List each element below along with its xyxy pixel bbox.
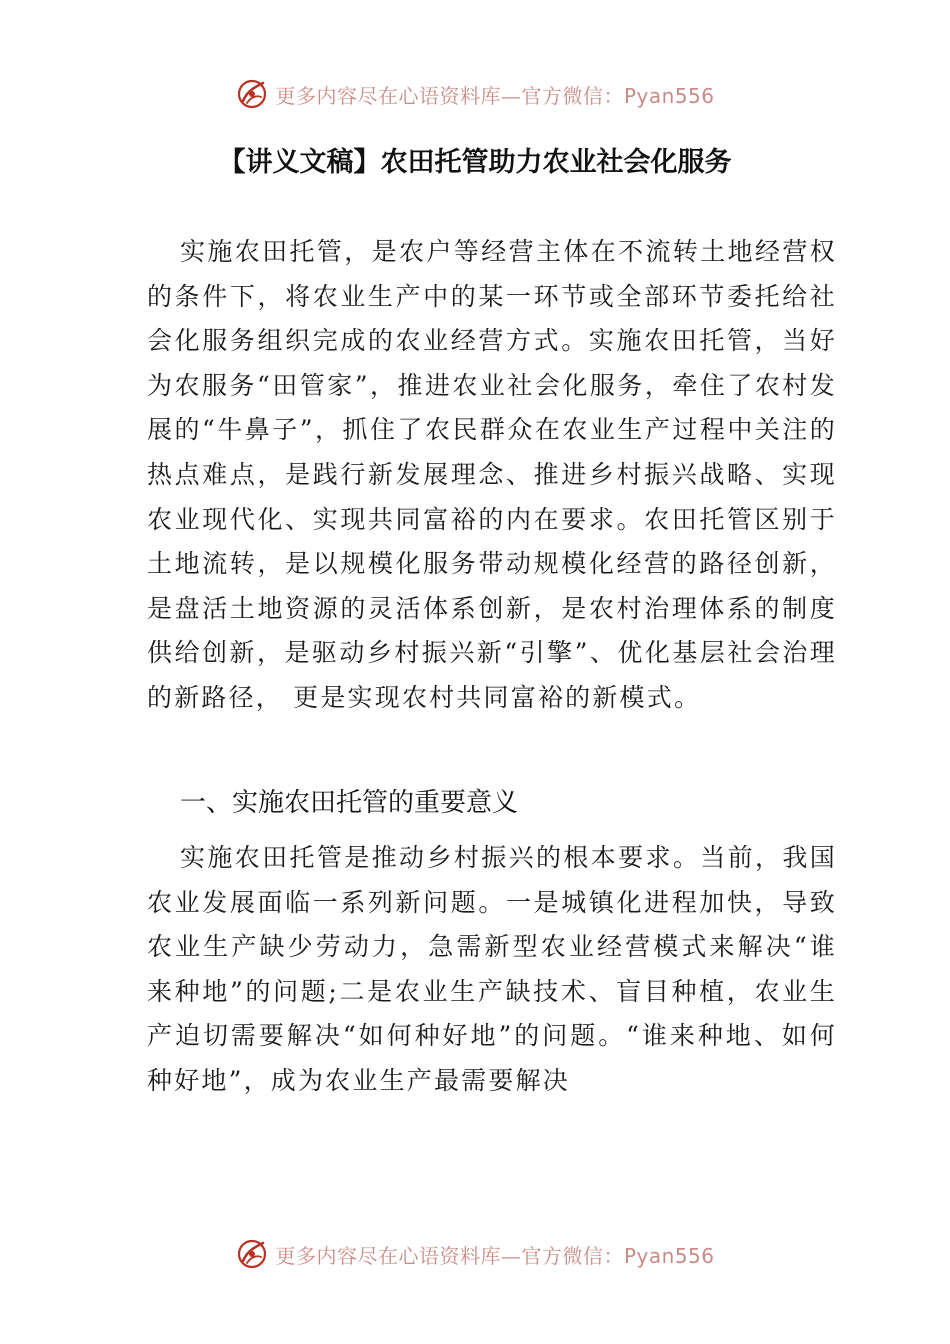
paragraph-section-1: 实施农田托管是推动乡村振兴的根本要求。当前，我国农业发展面临一系列新问题。一是城镇化进程加快，导致农业生产缺少劳动力，急需新型农业经营模式来解决“谁来种地”的问题;二是农业生产缺技术、盲目种植，农业生产迫切需要解决“如何种好地”的问题。“谁来种地、如何种好地”，成为农业生产最需要解决 <box>147 843 837 1095</box>
header-watermark <box>0 74 950 114</box>
paragraph-intro: 实施农田托管，是农户等经营主体在不流转土地经营权的条件下，将农业生产中的某一环节或全部环节委托给社会化服务组织完成的农业经营方式。实施农田托管，当好为农服务“田管家”，推进农业社会化服务，牵住了农村发展的“牛鼻子”，抓住了农民群众在农业生产过程中关注的热点难点，是践行新发展理念、推进乡村振兴战略、实现农业现代化、实现共同富裕的内在要求。农田托管区别于土地流转，是以规模化服务带动规模化经营的路径创新，是盘活土地资源的灵活体系创新，是农村治理体系的制度供给创新，是驱动乡村振兴新“引擎”、优化基层社会治理的新路径， 更是实现农村共同富裕的新模式。 <box>147 237 837 712</box>
section-heading: 一、实施农田托管的重要意义 <box>180 788 519 818</box>
watermark-handle: Pyan556 <box>623 83 715 108</box>
logo-icon <box>235 1237 269 1271</box>
watermark-label: 更多内容尽在心语资料库—官方微信： <box>275 83 624 108</box>
header-watermark-text <box>275 80 714 109</box>
footer-watermark <box>0 1234 950 1274</box>
watermark-label: 更多内容尽在心语资料库—官方微信： <box>275 1243 624 1268</box>
logo-icon <box>235 77 269 111</box>
document-title: 【讲义文稿】农田托管助力农业社会化服务 <box>218 147 732 178</box>
footer-watermark-text <box>275 1240 714 1269</box>
watermark-handle: Pyan556 <box>623 1243 715 1268</box>
